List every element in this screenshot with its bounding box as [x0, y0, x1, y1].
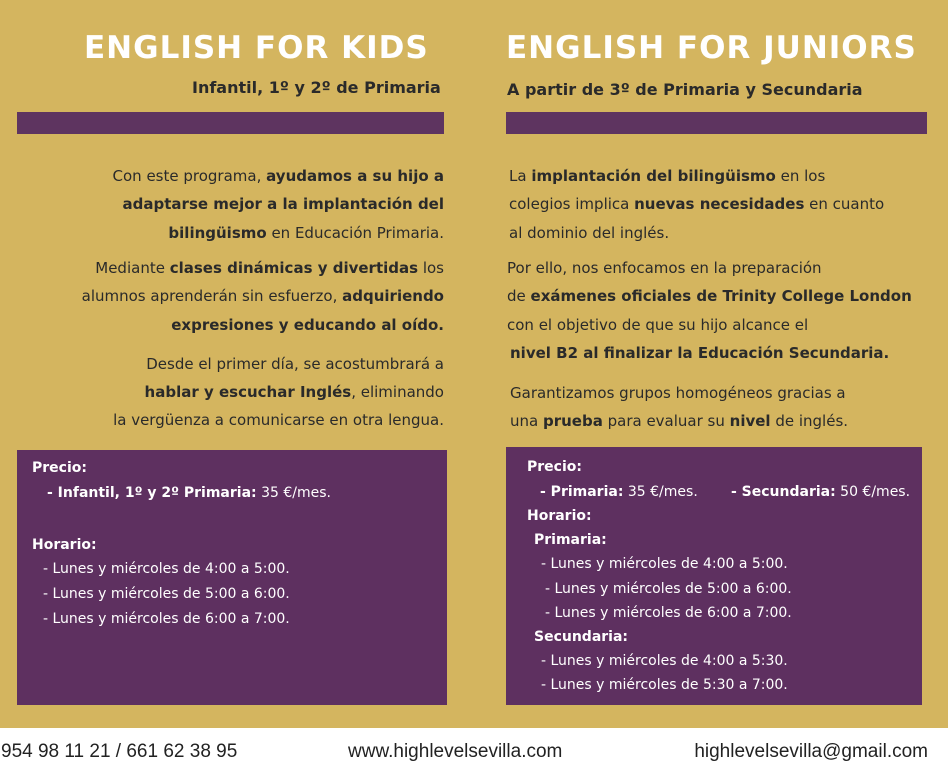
kids-paragraph-3-line-1: Desde el primer día, se acostumbrará a	[146, 355, 444, 373]
juniors-paragraph-2-line-2: de exámenes oficiales de Trinity College London	[507, 287, 912, 305]
juniors-paragraph-1-line-3: al dominio del inglés.	[509, 224, 670, 242]
kids-info-box	[17, 450, 447, 705]
kids-schedule-item: - Lunes y miércoles de 6:00 a 7:00.	[43, 611, 290, 627]
juniors-info-box	[506, 447, 922, 705]
juniors-paragraph-1-line-2: colegios implica nuevas necesidades en cuanto	[509, 195, 885, 213]
juniors-primaria-item: - Lunes y miércoles de 4:00 a 5:00.	[541, 556, 788, 572]
juniors-secundaria-label: Secundaria:	[534, 629, 629, 645]
footer-email-link[interactable]: highlevelsevilla@gmail.com	[694, 741, 928, 762]
juniors-paragraph-2-line-3: con el objetivo de que su hijo alcance el	[507, 316, 809, 334]
juniors-price-secundaria: - Secundaria: 50 €/mes.	[731, 484, 911, 500]
kids-paragraph-1-line-3: bilingüismo en Educación Primaria.	[168, 224, 444, 242]
juniors-paragraph-3-line-2: una prueba para evaluar su nivel de inglés.	[510, 412, 849, 430]
kids-paragraph-3-line-2: hablar y escuchar Inglés, eliminando	[144, 383, 444, 401]
kids-paragraph-3-line-3: la vergüenza a comunicarse en otra lengua.	[113, 411, 444, 429]
juniors-secundaria-item: - Lunes y miércoles de 4:00 a 5:30.	[541, 653, 788, 669]
juniors-primaria-item: - Lunes y miércoles de 6:00 a 7:00.	[545, 605, 792, 621]
juniors-primaria-label: Primaria:	[534, 532, 607, 548]
juniors-primaria-item: - Lunes y miércoles de 5:00 a 6:00.	[545, 581, 792, 597]
juniors-price-primaria: - Primaria: 35 €/mes.	[540, 484, 698, 500]
juniors-secundaria-item: - Lunes y miércoles de 5:30 a 7:00.	[541, 677, 788, 693]
juniors-divider-bar	[506, 112, 927, 134]
kids-paragraph-2-line-2: alumnos aprenderán sin esfuerzo, adquiriendo	[81, 287, 444, 305]
kids-paragraph-1-line-1: Con este programa, ayudamos a su hijo a	[112, 167, 444, 185]
juniors-paragraph-2-line-1: Por ello, nos enfocamos en la preparación	[507, 259, 822, 277]
juniors-schedule-label: Horario:	[527, 508, 592, 524]
kids-divider-bar	[17, 112, 444, 134]
kids-schedule-item: - Lunes y miércoles de 4:00 a 5:00.	[43, 561, 290, 577]
juniors-paragraph-2-line-4: nivel B2 al finalizar la Educación Secundaria.	[510, 344, 890, 362]
juniors-price-label: Precio:	[527, 459, 582, 475]
kids-schedule-label: Horario:	[32, 537, 97, 553]
kids-paragraph-2-line-1: Mediante clases dinámicas y divertidas los	[95, 259, 444, 277]
kids-paragraph-1-line-2: adaptarse mejor a la implantación del	[122, 195, 444, 213]
juniors-title: ENGLISH FOR JUNIORS	[506, 30, 917, 66]
juniors-paragraph-3-line-1: Garantizamos grupos homogéneos gracias a	[510, 384, 846, 402]
kids-price-label: Precio:	[32, 460, 87, 476]
footer-phone-numbers: 954 98 11 21 / 661 62 38 95	[1, 741, 238, 762]
kids-title: ENGLISH FOR KIDS	[84, 30, 429, 66]
footer-website-link[interactable]: www.highlevelsevilla.com	[348, 741, 563, 762]
juniors-subtitle: A partir de 3º de Primaria y Secundaria	[507, 80, 863, 99]
kids-price-item: - Infantil, 1º y 2º Primaria: 35 €/mes.	[47, 485, 331, 501]
kids-subtitle: Infantil, 1º y 2º de Primaria	[192, 78, 441, 97]
kids-schedule-item: - Lunes y miércoles de 5:00 a 6:00.	[43, 586, 290, 602]
kids-paragraph-2-line-3: expresiones y educando al oído.	[171, 316, 444, 334]
juniors-paragraph-1-line-1: La implantación del bilingüismo en los	[509, 167, 826, 185]
